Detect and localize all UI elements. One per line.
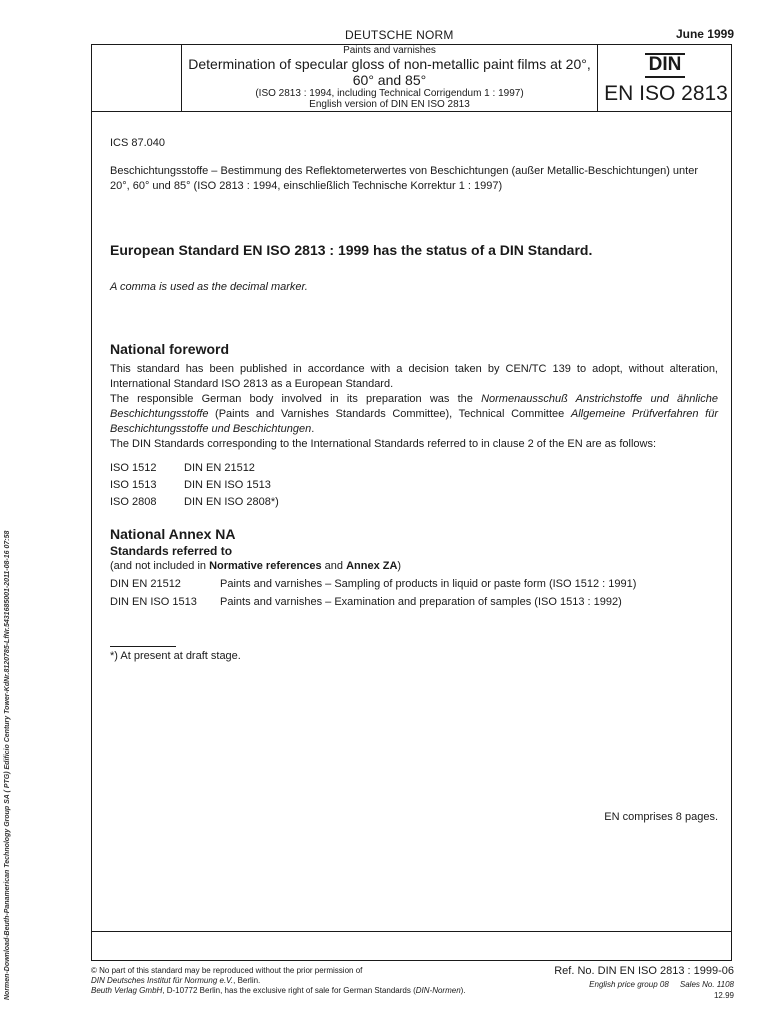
- copyright-notice: [91, 966, 521, 996]
- foreword-committee-name: Normenausschuß Anstrichstoffe und ähnliche Beschichtungsstoffe: [110, 393, 718, 420]
- title-main: Determination of specular gloss of non-metallic paint films at 20°, 60° and 85°: [188, 56, 591, 88]
- din-normen-term: DIN-Normen: [415, 986, 461, 995]
- beuth-verlag-name: Beuth Verlag GmbH: [91, 986, 163, 995]
- annex-desc: Paints and varnishes – Examination and preparation of samples (ISO 1513 : 1992): [220, 596, 622, 608]
- foreword-technical-committee: Allgemeine Prüfverfahren für Beschichtungsstoffe und Beschichtungen: [110, 408, 718, 435]
- foreword-heading: National foreword: [110, 341, 230, 357]
- copyright-text-3: , D-10772 Berlin, has the exclusive right of sale for German Standards (: [162, 986, 416, 995]
- iso-ref: ISO 1513: [110, 479, 157, 491]
- table-row: [110, 478, 279, 495]
- annex-standards-table: [110, 577, 636, 613]
- annex-note-close: ): [397, 560, 402, 572]
- din-ref: DIN EN ISO 2808*): [184, 496, 279, 508]
- copyright-text-3-end: ).: [460, 986, 466, 995]
- annex-desc: Paints and varnishes – Sampling of products in liquid or paste form (ISO 1512 : 1991): [220, 578, 637, 590]
- reference-number: Ref. No. DIN EN ISO 2813 : 1999-06: [554, 965, 734, 977]
- foreword-p2-text: The responsible German body involved in its preparation was the: [110, 393, 482, 405]
- foreword-paragraph-3: The DIN Standards corresponding to the International Standards referred to in clause 2 of the EN are as follows:: [110, 438, 657, 450]
- annex-std: DIN EN 21512: [110, 578, 181, 590]
- copyright-icon: ©: [91, 966, 97, 975]
- header-right-divider: [597, 44, 598, 111]
- corresponding-standards-table: [110, 461, 279, 512]
- din-ref: DIN EN 21512: [184, 462, 255, 474]
- copyright-line-2: [91, 976, 521, 986]
- foreword-p2-end: .: [311, 423, 315, 435]
- frame-bottom-rule: [91, 931, 732, 932]
- issue-date: June 1999: [675, 27, 734, 41]
- footnote-rule: [110, 646, 176, 647]
- copyright-line-3: [91, 986, 521, 996]
- copyright-text-1: No part of this standard may be reproduced without the prior permission of: [96, 966, 363, 975]
- footnote: *) At present at draft stage.: [110, 650, 241, 662]
- din-logo: DIN: [648, 54, 682, 75]
- annex-note-and: and: [321, 560, 347, 572]
- annex-subheading: Standards referred to: [110, 544, 233, 558]
- annex-note: [110, 560, 401, 572]
- annex-note-normative: Normative references: [209, 560, 322, 572]
- table-row: [110, 461, 279, 478]
- din-institute-name: DIN Deutsches Institut für Normung e.V.: [91, 976, 234, 985]
- iso-ref: ISO 1512: [110, 462, 157, 474]
- title-iso-note: (ISO 2813 : 1994, including Technical Corrigendum 1 : 1997): [255, 88, 524, 99]
- din-logo-bottom-bar: [645, 76, 685, 78]
- ics-code: ICS 87.040: [110, 137, 166, 149]
- annex-note-text: (and not included in: [110, 560, 210, 572]
- page-count-note: EN comprises 8 pages.: [604, 811, 718, 823]
- annex-heading: National Annex NA: [110, 526, 236, 542]
- status-statement: European Standard EN ISO 2813 : 1999 has the status of a DIN Standard.: [110, 242, 593, 258]
- title-english-version: English version of DIN EN ISO 2813: [309, 99, 470, 110]
- side-download-stamp: Normen-Download-Beuth-Panamerican Technology Group SA ( PTG) Edificio Century Tower-KdNr.8120785-LfNr.5431685001-2011-08-16 07:58: [4, 530, 11, 1000]
- din-ref: DIN EN ISO 1513: [184, 479, 271, 491]
- foreword-body: [110, 362, 718, 452]
- standard-number: EN ISO 2813: [604, 82, 728, 105]
- table-row: [110, 595, 636, 613]
- title-category: Paints and varnishes: [343, 45, 436, 56]
- german-title: Beschichtungsstoffe – Bestimmung des Reflektometerwertes von Beschichtungen (außer Metallic-Beschichtungen) unter 20°, 60° und 85° (ISO 2813 : 1994, einschließlich Technische Korrektur 1 : 1997): [110, 165, 698, 192]
- header-divider: [91, 111, 732, 112]
- deutsche-norm-label: DEUTSCHE NORM: [345, 28, 454, 42]
- table-row: [110, 495, 279, 512]
- decimal-marker-note: A comma is used as the decimal marker.: [110, 281, 308, 293]
- foreword-p2-text2: (Paints and Varnishes Standards Committee), Technical Committee: [208, 408, 571, 420]
- title-block: [182, 45, 597, 110]
- iso-ref: ISO 2808: [110, 496, 157, 508]
- copyright-text-2: , Berlin.: [233, 976, 261, 985]
- annex-std: DIN EN ISO 1513: [110, 596, 197, 608]
- table-row: [110, 577, 636, 595]
- foreword-paragraph-1: This standard has been published in accordance with a decision taken by CEN/TC 139 to adopt, without alteration, International Standard ISO 2813 as a European Standard.: [110, 363, 718, 390]
- foreword-paragraph-2: [110, 392, 718, 437]
- annex-note-annex-za: Annex ZA: [346, 560, 398, 572]
- copyright-line-1: [91, 966, 521, 976]
- price-group: English price group 08 Sales No. 1108: [589, 980, 734, 989]
- date-code: 12.99: [713, 991, 734, 1000]
